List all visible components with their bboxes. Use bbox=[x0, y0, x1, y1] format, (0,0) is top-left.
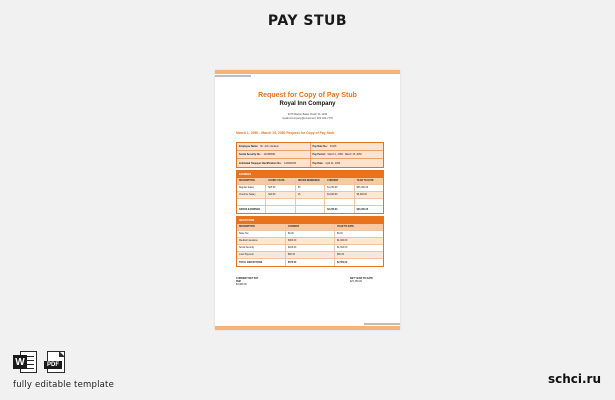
column-header: CURRENT bbox=[325, 178, 354, 184]
info-cell: Individual Taxpayer Identification No.: 444002345 bbox=[237, 159, 311, 167]
table-cell bbox=[296, 199, 325, 205]
bottom-accent-bar bbox=[215, 326, 400, 330]
pdf-document-icon[interactable]: PDF bbox=[44, 350, 68, 374]
top-grey-bar bbox=[215, 75, 251, 77]
net-pay-block bbox=[236, 277, 258, 286]
table-row bbox=[237, 245, 383, 252]
table-cell: Regular Salary bbox=[237, 185, 266, 191]
info-row bbox=[237, 151, 383, 159]
table-cell: $2,550.00 bbox=[337, 261, 348, 264]
info-row bbox=[237, 143, 383, 151]
table-cell: TOTAL DEDUCTIONS bbox=[237, 259, 286, 266]
net-pay-currency: PHP bbox=[236, 280, 241, 283]
company-contact: royalinncompany@email.net | 222 444-7776 bbox=[282, 117, 333, 120]
column-header: HOURLY RATE bbox=[266, 178, 295, 184]
net-ytd-label: NET YEAR TO DATE bbox=[350, 277, 373, 280]
table-cell: Overtime Salary bbox=[237, 192, 266, 198]
table-row bbox=[237, 185, 383, 192]
table-row bbox=[237, 199, 383, 206]
table-cell: $30,000.00 bbox=[356, 208, 369, 211]
table-cell: 15 bbox=[296, 192, 325, 198]
earnings-header: EARNINGS bbox=[237, 171, 383, 178]
table-cell: $2,250.00 bbox=[325, 206, 354, 213]
site-brand[interactable]: schci.ru bbox=[547, 372, 601, 386]
info-cell: Pay Date: April 01, 2050 bbox=[311, 159, 384, 167]
column-header: YEAR TO DATE bbox=[356, 180, 374, 182]
table-cell: Medical Insurance bbox=[237, 238, 286, 244]
table-header-row bbox=[237, 224, 383, 231]
table-cell: $300.00 bbox=[286, 238, 335, 244]
table-cell bbox=[266, 199, 295, 205]
table-cell: $0.00 bbox=[286, 231, 335, 237]
net-pay-value: $1,680.00 bbox=[236, 283, 247, 286]
column-header: DESCRIPTION bbox=[237, 178, 266, 184]
deductions-table bbox=[236, 216, 384, 267]
table-cell bbox=[266, 206, 295, 213]
table-cell: 50 bbox=[296, 185, 325, 191]
table-cell: State Tax bbox=[237, 231, 286, 237]
file-format-icons bbox=[13, 350, 68, 374]
info-row bbox=[237, 159, 383, 167]
company-address: 3276 Barton Baker Road, FL 1234 bbox=[287, 113, 328, 116]
column-header: CURRENT bbox=[286, 224, 335, 230]
table-cell: $25.00 bbox=[266, 185, 295, 191]
table-cell: $1,500.00 bbox=[337, 247, 348, 249]
table-cell: Social Security bbox=[237, 245, 286, 251]
table-cell bbox=[296, 206, 325, 213]
net-pay-label: CURRENT NET PAY bbox=[236, 277, 259, 280]
table-cell: $1,250.00 bbox=[325, 185, 354, 191]
info-cell: Pay Date No.: 00115 bbox=[311, 143, 384, 150]
table-cell: $50.00 bbox=[286, 252, 335, 258]
table-cell bbox=[325, 199, 354, 205]
column-header: HOURS RENDERED bbox=[296, 178, 325, 184]
template-caption: fully editable template bbox=[13, 380, 115, 390]
table-cell bbox=[237, 199, 266, 205]
table-row bbox=[237, 252, 383, 259]
table-cell: $5,000.00 bbox=[356, 194, 367, 196]
page-title: PAY STUB bbox=[267, 13, 348, 29]
deductions-total-row bbox=[237, 259, 383, 266]
table-cell: $1,000.00 bbox=[325, 192, 354, 198]
table-cell bbox=[355, 199, 383, 205]
deductions-header: DEDUCTIONS bbox=[237, 217, 383, 224]
table-cell: $1,000.00 bbox=[337, 240, 348, 242]
document-title: Request for Copy of Pay Stub bbox=[258, 92, 357, 99]
table-cell: $220.00 bbox=[286, 245, 335, 251]
table-cell: $570.00 bbox=[286, 259, 335, 266]
net-ytd-value: $27,450.00 bbox=[350, 280, 362, 283]
table-cell: $25,000.00 bbox=[356, 187, 369, 189]
pay-period-heading: March 1, 2050 - March 15, 2050 Request for Copy of Pay Stub bbox=[236, 131, 335, 135]
info-cell: Pay Period: March 1, 2050 - March 15, 2050 bbox=[311, 151, 384, 158]
company-name: Royal Inn Company bbox=[279, 101, 336, 107]
table-row bbox=[237, 231, 383, 238]
word-document-icon[interactable]: W bbox=[13, 350, 37, 374]
pay-stub-document-preview[interactable] bbox=[215, 70, 400, 330]
employee-info-table bbox=[236, 142, 384, 168]
table-cell: $40.00 bbox=[266, 192, 295, 198]
table-row bbox=[237, 192, 383, 199]
table-row bbox=[237, 238, 383, 245]
column-header: YEAR TO DATE bbox=[337, 226, 354, 228]
table-header-row bbox=[237, 178, 383, 185]
table-cell: GROSS EARNINGS bbox=[237, 206, 266, 213]
info-cell: Social Security No.: 123456691 bbox=[237, 151, 311, 158]
column-header: DESCRIPTION bbox=[237, 224, 286, 230]
earnings-table bbox=[236, 170, 384, 214]
net-ytd-block bbox=[350, 277, 373, 283]
earnings-total-row bbox=[237, 206, 383, 213]
table-cell: Loan Payment bbox=[237, 252, 286, 258]
top-accent-bar bbox=[215, 70, 400, 74]
table-cell: $0.00 bbox=[337, 233, 343, 235]
bottom-grey-bar bbox=[364, 323, 400, 325]
info-cell: Employee Name: Mr. John Jackson bbox=[237, 143, 311, 150]
table-cell: $50.00 bbox=[337, 254, 345, 256]
